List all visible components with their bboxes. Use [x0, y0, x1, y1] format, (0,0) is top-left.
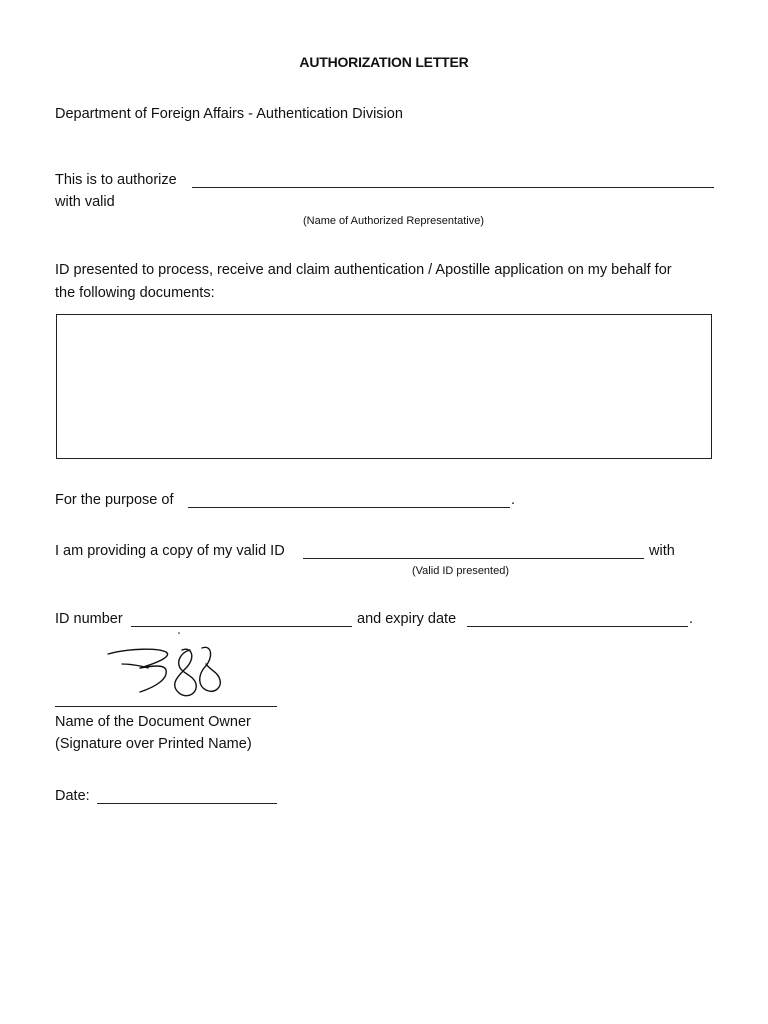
- date-blank[interactable]: [97, 803, 277, 804]
- with-valid-text: with valid: [55, 194, 115, 210]
- id-presented-line-2: the following documents:: [55, 285, 215, 301]
- expiry-date-label: and expiry date: [357, 611, 457, 627]
- representative-name-blank[interactable]: [192, 187, 714, 188]
- signature-blank[interactable]: [55, 706, 277, 707]
- documents-box[interactable]: [56, 314, 712, 459]
- id-number-blank[interactable]: [131, 626, 352, 627]
- copy-id-prefix: I am providing a copy of my valid ID: [55, 543, 285, 559]
- copy-id-suffix: with: [649, 543, 675, 559]
- id-number-label: ID number: [55, 611, 123, 627]
- letter-title: AUTHORIZATION LETTER: [299, 54, 469, 70]
- valid-id-blank[interactable]: [303, 558, 644, 559]
- id-presented-line-1: ID presented to process, receive and claim authentication / Apostille application on my behalf for: [55, 262, 672, 278]
- addressee-line: Department of Foreign Affairs - Authentication Division: [55, 106, 403, 122]
- purpose-blank[interactable]: [188, 507, 510, 508]
- valid-id-hint: (Valid ID presented): [412, 565, 510, 577]
- handwritten-signature: [100, 628, 240, 704]
- expiry-suffix: .: [689, 611, 694, 627]
- purpose-prefix: For the purpose of: [55, 492, 174, 508]
- owner-name-label: Name of the Document Owner: [55, 714, 251, 730]
- representative-hint: (Name of Authorized Representative): [303, 215, 484, 227]
- expiry-date-blank[interactable]: [467, 626, 688, 627]
- owner-signature-note: (Signature over Printed Name): [55, 736, 252, 752]
- date-label: Date:: [55, 788, 90, 804]
- authorize-prefix: This is to authorize: [55, 172, 177, 188]
- purpose-suffix: .: [511, 492, 516, 508]
